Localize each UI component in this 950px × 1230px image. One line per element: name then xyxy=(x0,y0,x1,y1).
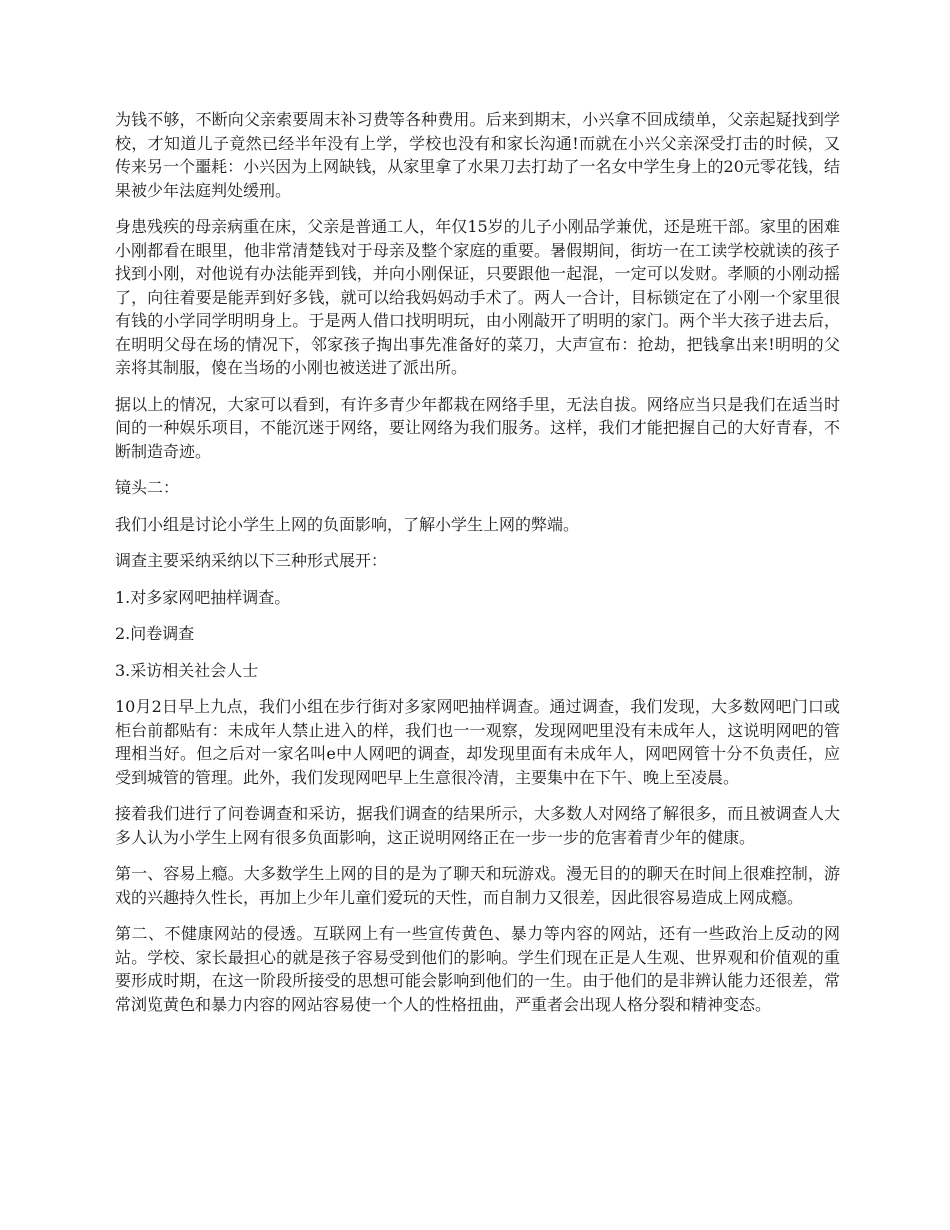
list-item-method-1: 1.对多家网吧抽样调查。 xyxy=(115,587,291,607)
list-item-method-3: 3.采访相关社会人士 xyxy=(115,660,259,680)
list-item-method-2: 2.问卷调查 xyxy=(115,624,195,643)
paragraph-survey-methods-intro: 调查主要采纳采纳以下三种形式展开： xyxy=(115,551,388,570)
paragraph-xiaogang-story: 身患残疾的母亲病重在床，父亲是普通工人，年仅15岁的儿子小刚品学兼优，还是班干部。家里的困难小刚都看在眼里，他非常清楚钱对于母亲及整个家庭的重要。暑假期间，街坊一在工读学校就读的孩子找到小刚，对他说有办法能弄到钱，并向小刚保证，只要跟他一起混，一定可以发财。孝顺的小刚动摇了，向往着要是能弄到好多钱，就可以给我妈妈动手术了。两人一合计，目标锁定在了小刚一个家里很有钱的小学同学明明身上。于是两人借口找明明玩，由小刚敲开了明明的家门。两个半大孩子进去后，在明明父母在场的情况下，邻家孩子掏出事先准备好的菜刀，大声宣布：抢劫，把钱拿出来!明明的父亲将其制服，傻在当场的小刚也被送进了派出所。 xyxy=(115,217,840,377)
section-heading-scene-two: 镜头二： xyxy=(115,478,180,497)
document-body xyxy=(115,108,840,1029)
paragraph-point-addiction: 第一、容易上瘾。大多数学生上网的目的是为了聊天和玩游戏。漫无目的的聊天在时间上很难控制，游戏的兴趣持久性长，再加上少年儿童们爱玩的天性，而自制力又很差，因此很容易造成上网成瘾。 xyxy=(115,864,840,907)
paragraph-questionnaire-results: 接着我们进行了问卷调查和采访，据我们调查的结果所示，大多数人对网络了解很多，而且被调查人大多人认为小学生上网有很多负面影响，这正说明网络正在一步一步的危害着青少年的健康。 xyxy=(115,804,840,847)
paragraph-xiaoxing-story: 为钱不够，不断向父亲索要周末补习费等各种费用。后来到期末，小兴拿不回成绩单，父亲起疑找到学校，才知道儿子竟然已经半年没有上学，学校也没有和家长沟通!而就在小兴父亲深受打击的时候，又传来另一个噩耗：小兴因为上网缺钱，从家里拿了水果刀去打劫了一名女中学生身上的20元零花钱，结果被少年法庭判处缓刑。 xyxy=(115,110,840,200)
paragraph-summary: 据以上的情况，大家可以看到，有许多青少年都栽在网络手里，无法自拔。网络应当只是我们在适当时间的一种娱乐项目，不能沉迷于网络，要让网络为我们服务。这样，我们才能把握自己的大好青春，不断制造奇迹。 xyxy=(115,394,840,461)
paragraph-group-topic: 我们小组是讨论小学生上网的负面影响，了解小学生上网的弊端。 xyxy=(115,514,580,534)
paragraph-internet-cafe-survey: 10月2日早上九点，我们小组在步行街对多家网吧抽样调查。通过调查，我们发现，大多数网吧门口或柜台前都贴有：未成年人禁止进入的样，我们也一一观察，发现网吧里没有未成年人，这说明网吧的管理相当好。但之后对一家名叫e中人网吧的调查，却发现里面有未成年人，网吧网管十分不负责任，应受到城管的管理。此外，我们发现网吧早上生意很冷清，主要集中在下午、晚上至凌晨。 xyxy=(115,697,840,787)
paragraph-point-unhealthy-sites: 第二、不健康网站的侵透。互联网上有一些宣传黄色、暴力等内容的网站，还有一些政治上反动的网站。学校、家长最担心的就是孩子容易受到他们的影响。学生们现在正是人生观、世界观和价值观的重要形成时期，在这一阶段所接受的思想可能会影响到他们的一生。由于他们的是非辨认能力还很差，常常浏览黄色和暴力内容的网站容易使一个人的性格扭曲，严重者会出现人格分裂和精神变态。 xyxy=(115,924,840,1014)
